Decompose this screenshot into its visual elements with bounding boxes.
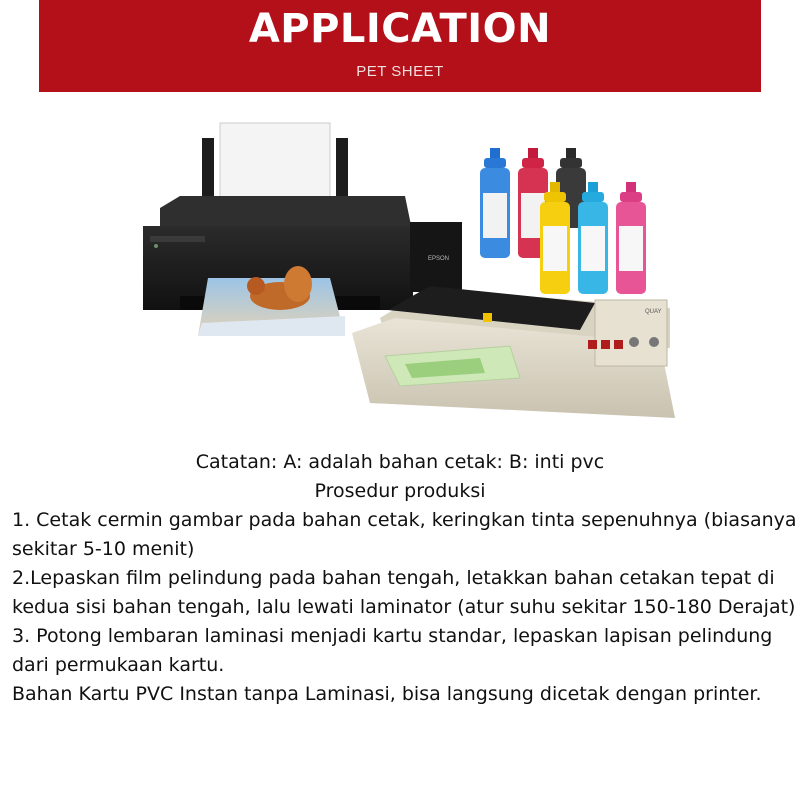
- page-subtitle: PET SHEET: [356, 63, 444, 80]
- note-text: Catatan: A: adalah bahan cetak: B: inti pvc: [195, 451, 605, 473]
- procedure-step: 3. Potong lembaran laminasi menjadi kartu standar, lepaskan lapisan pelindung dari permukaan kartu.: [12, 625, 773, 676]
- procedure-heading: Prosedur produksi: [314, 480, 486, 502]
- ink-bottle-magenta: [616, 182, 646, 294]
- printer-brand-label: EPSON: [428, 256, 450, 262]
- ink-bottle-yellow: [540, 182, 570, 294]
- header-banner: [39, 0, 761, 92]
- laminator-brand-label: QUAY: [645, 309, 662, 315]
- ink-bottle-cyan: [578, 182, 608, 294]
- ink-bottles-image: [480, 148, 646, 294]
- laminator-image: [352, 286, 675, 418]
- ink-bottle-blue: [480, 148, 510, 258]
- procedure-step: 2.Lepaskan film pelindung pada bahan tengah, letakkan bahan cetakan tepat di kedua sisi bahan tengah, lalu lewati laminator (atur suhu sekitar 150-180 Derajat): [12, 567, 796, 618]
- footer-note: Bahan Kartu PVC Instan tanpa Laminasi, bisa langsung dicetak dengan printer.: [12, 683, 762, 705]
- page-title: APPLICATION: [248, 6, 552, 52]
- notes-section: [0, 448, 800, 709]
- procedure-step: 1. Cetak cermin gambar pada bahan cetak, keringkan tinta sepenuhnya (biasanya sekitar 5-10 menit): [12, 509, 797, 560]
- product-illustration: [140, 118, 680, 430]
